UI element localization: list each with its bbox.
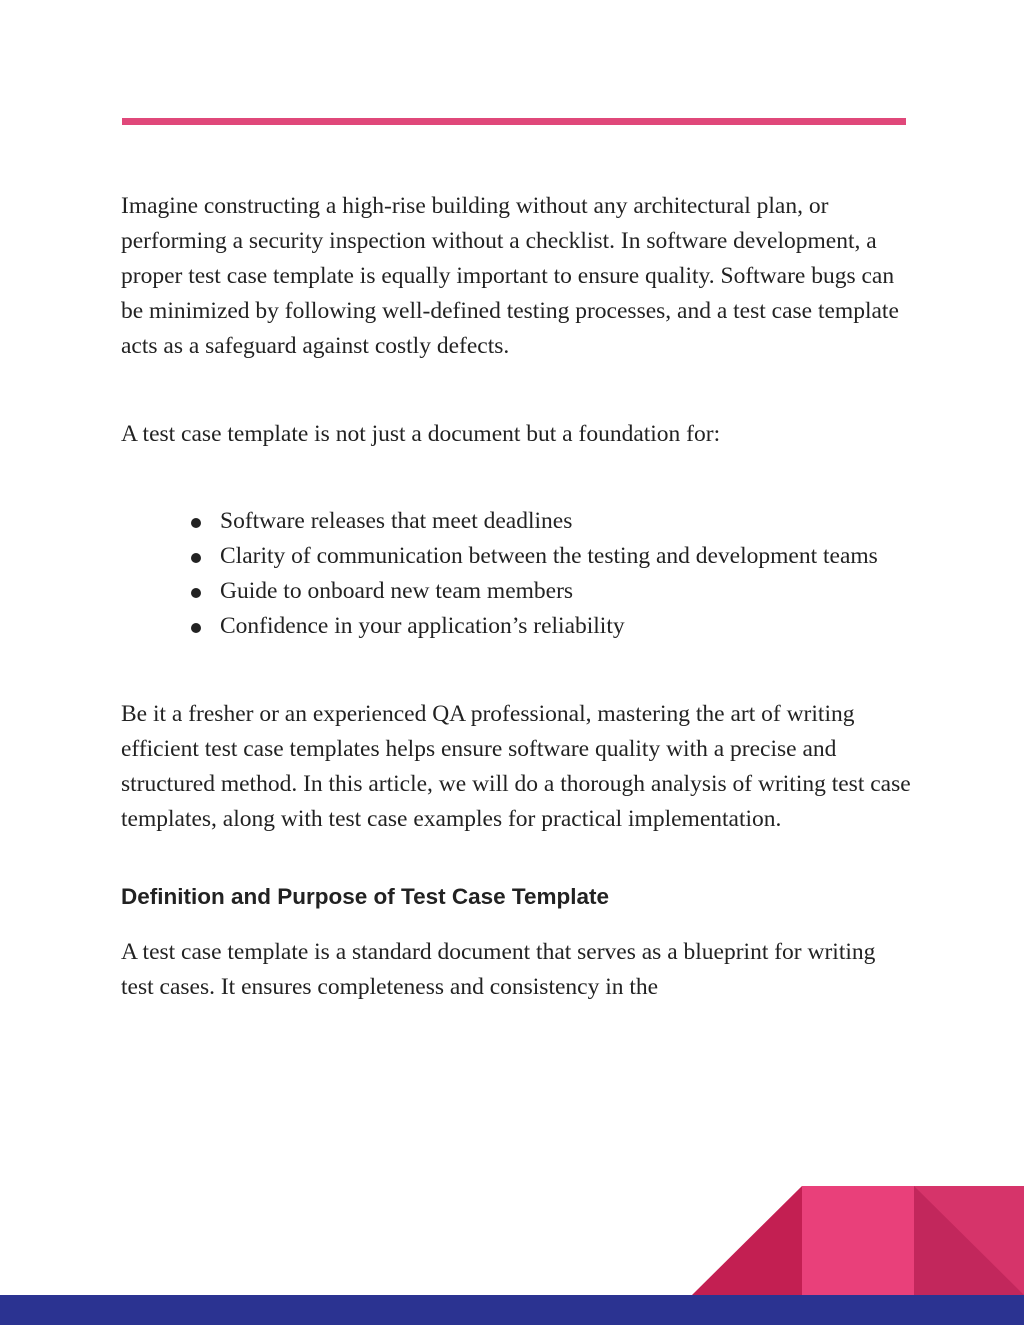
section-paragraph: A test case template is a standard document that serves as a blueprint for writing test cases. It ensures completeness and consistency in the <box>121 939 876 1000</box>
corner-triangle-magenta <box>692 1186 802 1295</box>
corner-block-pink <box>802 1186 914 1295</box>
lead-in-paragraph: A test case template is not just a document but a foundation for: <box>121 421 721 447</box>
list-item-text: Software releases that meet deadlines <box>220 508 573 534</box>
list-item-text: Confidence in your application’s reliability <box>220 613 625 639</box>
footer-bar <box>0 1295 1024 1325</box>
overview-paragraph: Be it a fresher or an experienced QA professional, mastering the art of writing efficient test case templates helps ensure software quality with a precise and structured method. In this article, we will do a thorough analysis of writing test case templates, along with test case examples for practical implementation. <box>121 701 911 832</box>
list-item-text: Guide to onboard new team members <box>220 578 574 604</box>
intro-paragraph: Imagine constructing a high-rise building without any architectural plan, or performing a security inspection without a checklist. In software development, a proper test case template is equally important to ensure quality. Software bugs can be minimized by following well-defined testing processes, and a test case template acts as a safeguard against costly defects. <box>121 193 899 359</box>
list-item-text: Clarity of communication between the testing and development teams <box>220 543 878 569</box>
section-heading: Definition and Purpose of Test Case Template <box>121 884 609 909</box>
